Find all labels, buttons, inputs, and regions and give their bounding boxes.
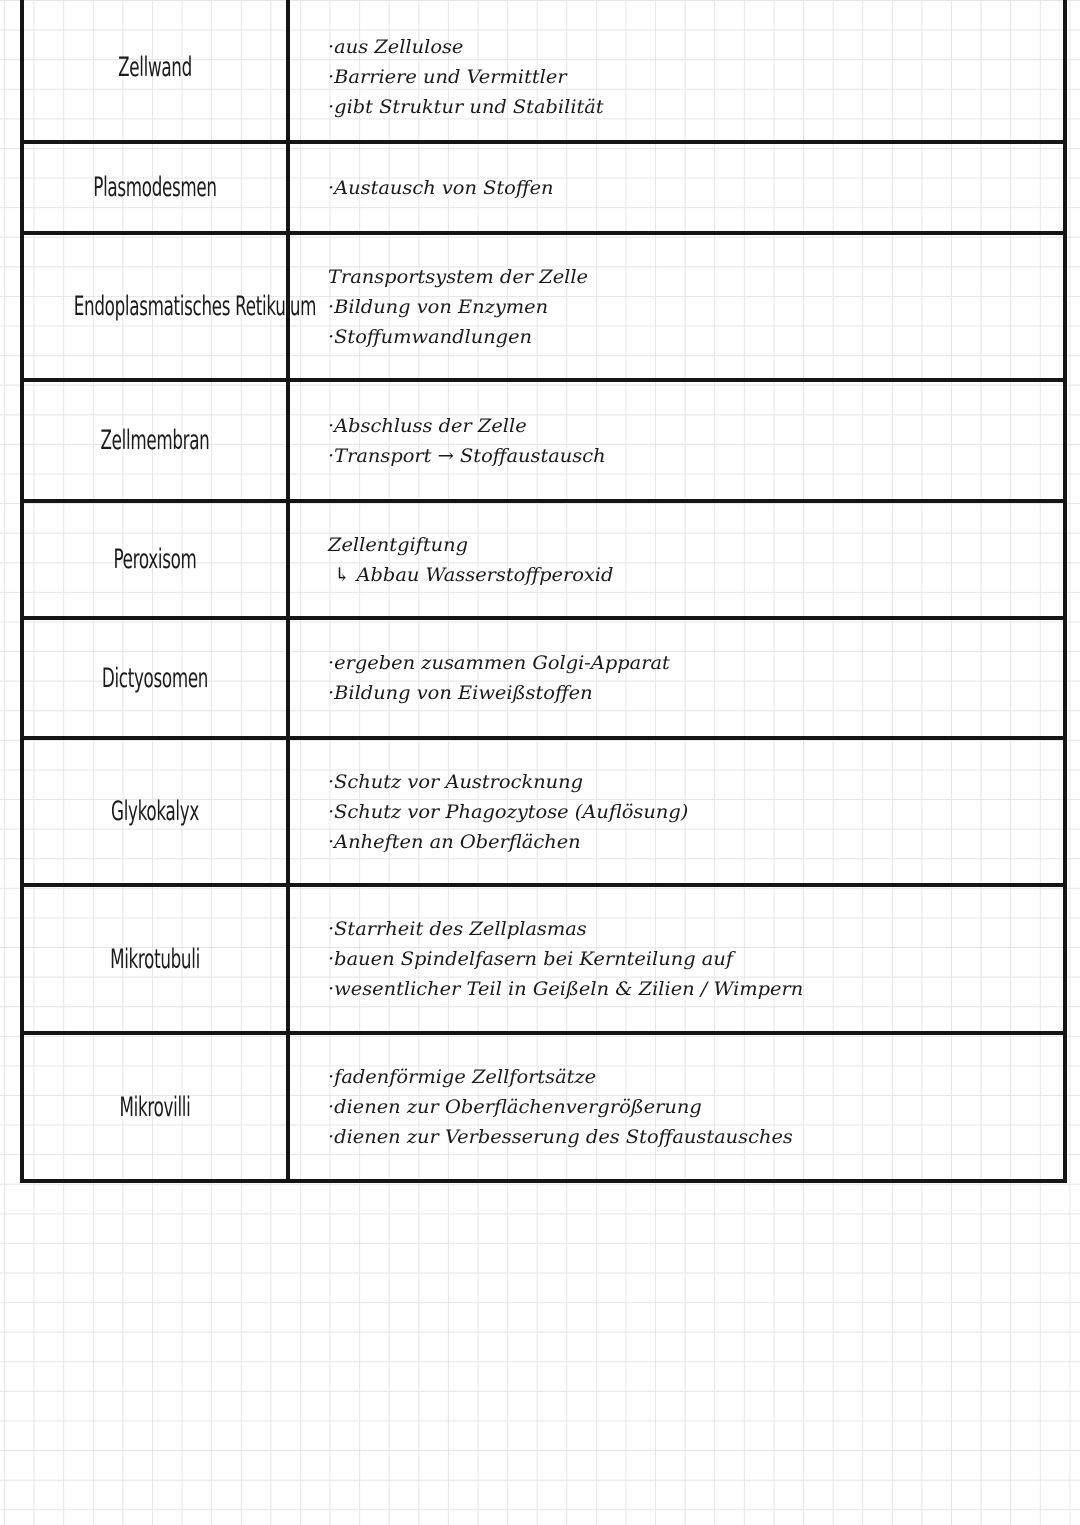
organelle-name-cell bbox=[22, 233, 317, 380]
organelle-description-cell bbox=[288, 738, 1065, 885]
table-row bbox=[22, 380, 1065, 501]
organelle-name: Zellmembran bbox=[100, 425, 210, 456]
description-line: ·Anheften an Oberflächen bbox=[328, 830, 581, 853]
organelle-name-cell bbox=[22, 501, 288, 618]
table-row bbox=[22, 1033, 1065, 1181]
organelle-description bbox=[290, 411, 1063, 471]
organelle-description bbox=[290, 1062, 1063, 1152]
organelle-description bbox=[290, 914, 1063, 1004]
description-line: ·Starrheit des Zellplasmas bbox=[328, 918, 587, 940]
organelle-description-cell bbox=[288, 380, 1065, 501]
description-line: ·Transport → Stoffaustausch bbox=[328, 444, 606, 467]
organelle-name: Dictyosomen bbox=[101, 662, 209, 694]
organelle-description-cell bbox=[288, 1033, 1065, 1181]
organelle-description-cell bbox=[288, 0, 1065, 142]
table-row bbox=[22, 233, 1065, 380]
description-line: ·Austausch von Stoffen bbox=[328, 176, 554, 199]
description-line: ·wesentlicher Teil in Geißeln & Zilien / Wimpern bbox=[328, 978, 804, 1000]
organelle-name: Mikrotubuli bbox=[110, 943, 200, 975]
organelle-description-cell bbox=[288, 142, 1065, 233]
description-line: ·dienen zur Oberflächenvergrößerung bbox=[328, 1096, 702, 1118]
organelle-description bbox=[290, 173, 1063, 203]
organelle-description bbox=[290, 530, 1063, 590]
organelle-description bbox=[290, 648, 1063, 708]
table-row bbox=[22, 142, 1065, 233]
organelle-description bbox=[290, 12, 1063, 122]
organelle-name: Mikrovilli bbox=[119, 1091, 191, 1123]
table-row bbox=[22, 618, 1065, 738]
description-line: ·aus Zellulose bbox=[328, 36, 464, 58]
description-line: ·ergeben zusammen Golgi-Apparat bbox=[328, 652, 670, 674]
organelle-description-cell bbox=[288, 618, 1065, 738]
organelle-name-cell bbox=[22, 380, 288, 501]
description-line: ·Barriere und Vermittler bbox=[328, 66, 567, 88]
description-line: ·Schutz vor Austrocknung bbox=[328, 770, 584, 793]
organelle-name-cell bbox=[22, 1033, 288, 1181]
organelle-name: Plasmodesmen bbox=[93, 172, 217, 203]
description-line: ·fadenförmige Zellfortsätze bbox=[328, 1066, 597, 1088]
description-line: ·Schutz vor Phagozytose (Auflösung) bbox=[328, 800, 689, 823]
organelle-name-cell bbox=[22, 142, 288, 233]
description-line: ·bauen Spindelfasern bei Kernteilung auf bbox=[328, 948, 734, 970]
description-line: ·Abschluss der Zelle bbox=[328, 414, 527, 437]
description-line: Zellentgiftung bbox=[328, 533, 469, 556]
description-line: ·Stoffumwandlungen bbox=[328, 325, 533, 348]
organelle-name: Peroxisom bbox=[113, 544, 197, 575]
organelle-name: Zellwand bbox=[118, 51, 192, 83]
organelle-name: Glykokalyx bbox=[111, 796, 199, 827]
organelle-name-cell bbox=[22, 738, 288, 885]
organelle-description-cell bbox=[288, 885, 1065, 1033]
table-row bbox=[22, 501, 1065, 618]
organelle-description bbox=[290, 262, 1063, 352]
organelle-name-cell bbox=[22, 618, 288, 738]
description-line: Transportsystem der Zelle bbox=[328, 265, 589, 288]
organelle-table bbox=[20, 0, 1067, 1183]
description-line: ·Bildung von Enzymen bbox=[328, 295, 549, 318]
organelle-name-cell bbox=[22, 0, 288, 142]
description-line: ·gibt Struktur und Stabilität bbox=[328, 96, 604, 118]
organelle-name-cell bbox=[22, 885, 288, 1033]
organelle-description-cell bbox=[288, 233, 1065, 380]
organelle-name: Endoplasmatisches Retikulum bbox=[73, 291, 317, 322]
description-line: ·dienen zur Verbesserung des Stoffaustausches bbox=[328, 1126, 793, 1148]
organelle-description bbox=[290, 767, 1063, 857]
table-row bbox=[22, 885, 1065, 1033]
description-line: ↳ Abbau Wasserstoffperoxid bbox=[334, 563, 614, 586]
organelle-description-cell bbox=[288, 501, 1065, 618]
table-row bbox=[22, 738, 1065, 885]
description-line: ·Bildung von Eiweißstoffen bbox=[328, 682, 593, 704]
table-row bbox=[22, 0, 1065, 142]
